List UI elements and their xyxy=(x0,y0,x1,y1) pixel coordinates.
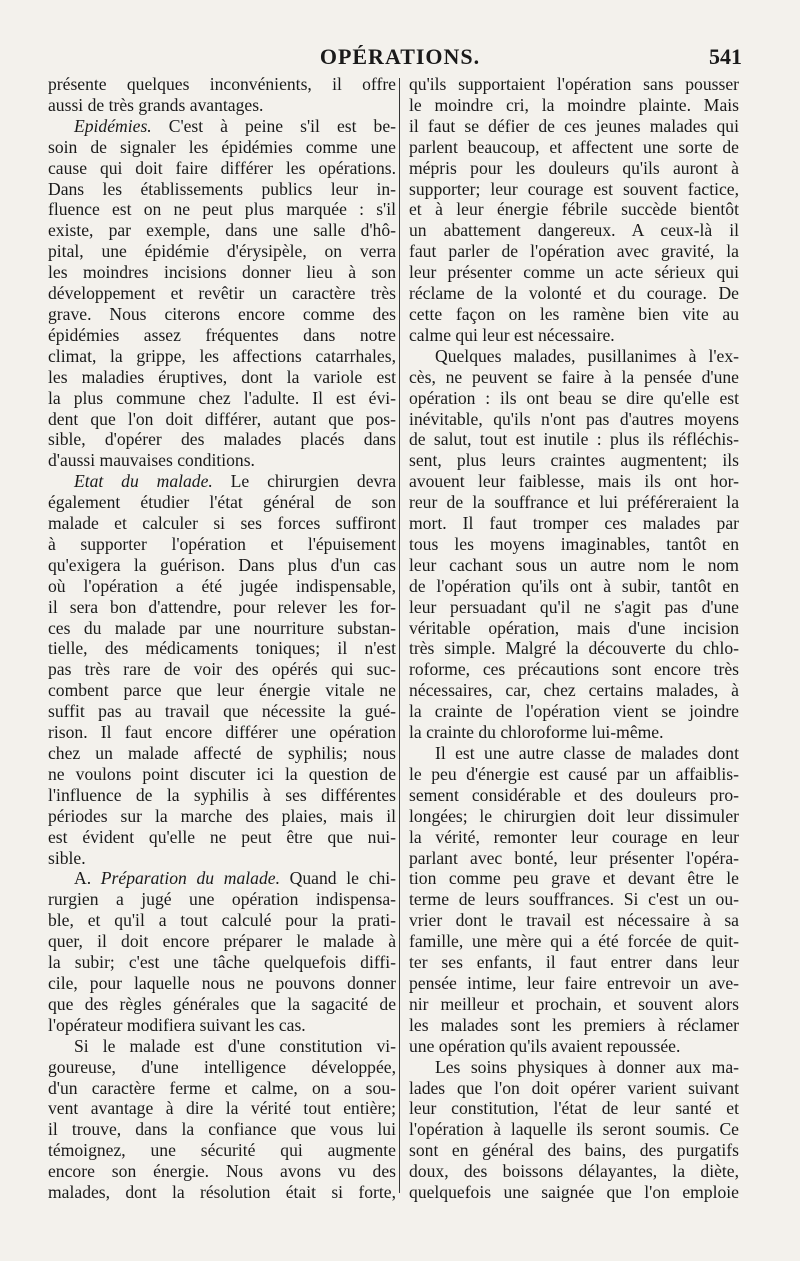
line-text: pensée intime, leur faire entrevoir un ave- xyxy=(409,972,739,993)
text-line xyxy=(48,220,396,241)
line-text: inévitable, qu'ils n'ont pas d'autres moyens xyxy=(409,408,739,429)
line-text: il trouve, dans la confiance que vous lui xyxy=(48,1119,396,1140)
text-line xyxy=(48,304,396,325)
line-text: parlent beaucoup, et affectent une sorte de xyxy=(409,136,739,157)
text-line xyxy=(48,1057,396,1078)
line-text: cause qui doit faire différer les opérations. xyxy=(48,157,396,178)
line-text: et à leur énergie fébrile succède bientôt xyxy=(409,199,739,220)
line-text: d'un caractère ferme et calme, on a sou- xyxy=(48,1077,396,1098)
text-line xyxy=(409,1119,739,1140)
text-line xyxy=(48,409,396,430)
line-text: dent que l'on doit différer, autant que pos- xyxy=(48,408,396,429)
text-line xyxy=(409,199,739,220)
text-line xyxy=(409,513,739,534)
line-text: il faut se défier de ces jeunes malades qui xyxy=(409,115,739,136)
italic-heading: Epidémies. xyxy=(74,115,152,136)
text-line xyxy=(409,806,739,827)
text-line xyxy=(409,116,739,137)
page-header xyxy=(0,44,800,74)
line-text: véritable opération, mais d'une incision xyxy=(409,617,739,638)
text-line xyxy=(48,910,396,931)
line-text: également étudier l'état général de son xyxy=(48,492,396,513)
line-text: mépris pour les douleurs qu'ils auront à xyxy=(409,157,739,178)
line-text: présente quelques inconvénients, il offre xyxy=(48,74,396,94)
text-line xyxy=(409,952,739,973)
line-text: sont en général des bains, des purgatifs xyxy=(409,1140,739,1161)
text-line xyxy=(409,158,739,179)
line-text: ble, et qu'il a tout calculé pour la prati- xyxy=(48,910,396,931)
text-line xyxy=(48,952,396,973)
text-line xyxy=(48,827,396,848)
line-text: rurgien a jugé une opération indispensa- xyxy=(48,889,396,910)
text-line xyxy=(48,1098,396,1119)
line-text: leur constitution, l'état de leur santé et xyxy=(409,1098,739,1119)
line-text: la crainte du chloroforme lui-même. xyxy=(409,722,664,743)
text-line xyxy=(409,220,739,241)
text-line xyxy=(48,1036,396,1057)
text-line xyxy=(48,1015,396,1036)
text-line xyxy=(409,74,739,95)
text-line xyxy=(409,827,739,848)
text-line xyxy=(48,868,396,889)
text-line xyxy=(48,262,396,283)
text-line xyxy=(409,555,739,576)
line-text: vent avantage à dire la vérité tout entière; xyxy=(48,1098,396,1119)
text-line xyxy=(409,910,739,931)
line-text: cette façon on les ramène bien vite au xyxy=(409,303,739,324)
line-text: rison. Il faut encore différer une opération xyxy=(48,722,396,743)
text-line xyxy=(48,346,396,367)
line-text: supporter; leur courage est souvent factice, xyxy=(409,178,739,199)
line-text: sible. xyxy=(48,847,86,868)
text-line xyxy=(409,743,739,764)
line-text: aussi de très grands avantages. xyxy=(48,94,264,115)
line-text: goureuse, d'une intelligence développée, xyxy=(48,1056,396,1077)
text-line xyxy=(48,764,396,785)
line-text: leur présenter comme un acte sérieux qui xyxy=(409,262,739,283)
left-column xyxy=(48,74,396,1203)
text-line xyxy=(409,1078,739,1099)
text-line xyxy=(409,973,739,994)
line-text: calme qui leur est nécessaire. xyxy=(409,324,615,345)
text-line xyxy=(409,576,739,597)
text-line xyxy=(409,1098,739,1119)
text-line xyxy=(48,1078,396,1099)
line-text: il sera bon d'attendre, pour relever les for- xyxy=(48,596,396,617)
text-line xyxy=(48,848,396,869)
text-line xyxy=(48,785,396,806)
text-line xyxy=(48,806,396,827)
text-line xyxy=(409,1015,739,1036)
text-line xyxy=(409,1182,739,1203)
line-text: ter ses enfants, il faut entrer dans leur xyxy=(409,952,739,973)
text-line xyxy=(48,367,396,388)
line-text: nécessaires, car, chez certains malades, à xyxy=(409,680,739,701)
line-text: famille, une mère qui a été forcée de quit- xyxy=(409,931,739,952)
text-line xyxy=(48,973,396,994)
line-text: développement et revêtir un caractère très xyxy=(48,283,396,304)
line-text: leur persuadant qu'il ne s'agit pas d'une xyxy=(409,596,739,617)
line-text: quelquefois une saignée que l'on emploie xyxy=(409,1182,739,1203)
line-text: encore son énergie. Nous avons vu des xyxy=(48,1161,396,1182)
text-line xyxy=(409,1057,739,1078)
line-text: Les soins physiques à donner aux ma- xyxy=(435,1056,739,1077)
text-line xyxy=(48,325,396,346)
text-line xyxy=(48,680,396,701)
line-text: cès, ne peuvent se faire à la pensée d'une xyxy=(409,366,739,387)
text-line xyxy=(48,889,396,910)
text-line xyxy=(409,597,739,618)
line-text: nir meilleur et prochain, et souvent alors xyxy=(409,993,739,1014)
line-text: tielle, des médicaments toniques; il n'est xyxy=(48,638,396,659)
italic-heading: Etat du malade. xyxy=(74,471,213,492)
text-line xyxy=(409,1161,739,1182)
text-line xyxy=(409,429,739,450)
text-line xyxy=(409,868,739,889)
text-line xyxy=(48,743,396,764)
text-line xyxy=(409,680,739,701)
text-line xyxy=(48,450,396,471)
line-text: avouent leur faiblesse, mais ils ont hor- xyxy=(409,471,739,492)
line-text: lades que l'on doit opérer varient suivant xyxy=(409,1077,739,1098)
text-line xyxy=(409,1140,739,1161)
line-text: le peu d'énergie est causé par un affaiblis- xyxy=(409,763,739,784)
text-line xyxy=(48,618,396,639)
text-line xyxy=(409,994,739,1015)
line-text: de salut, tout est inutile : plus ils réfléchis- xyxy=(409,429,739,450)
line-text: qu'exigera la guérison. Dans plus d'un cas xyxy=(48,554,396,575)
line-text: Quelques malades, pusillanimes à l'ex- xyxy=(435,345,739,366)
text-line xyxy=(409,283,739,304)
text-line xyxy=(409,722,739,743)
line-text: fluence est on ne peut plus marquée : s'il xyxy=(48,199,396,220)
line-text: tion comme peu grave et devant être le xyxy=(409,868,739,889)
text-line xyxy=(409,618,739,639)
text-line xyxy=(48,241,396,262)
line-text: l'opérateur modifiera suivant les cas. xyxy=(48,1014,306,1035)
text-line xyxy=(48,137,396,158)
line-text: faut parler de l'opération avec gravité, la xyxy=(409,241,739,262)
line-text: qu'ils supportaient l'opération sans pousser xyxy=(409,74,739,94)
line-text: sement considérable et des douleurs pro- xyxy=(409,784,739,805)
line-text: leur cachant sous un autre nom le nom xyxy=(409,554,739,575)
line-text: l'opération à laquelle ils seront soumis. Ce xyxy=(409,1119,739,1140)
line-text: très simple. Malgré la découverte du chlo- xyxy=(409,638,739,659)
text-line xyxy=(48,701,396,722)
text-line xyxy=(48,116,396,137)
text-line xyxy=(409,764,739,785)
line-text: est évident qu'elle ne peut être que nui- xyxy=(48,826,396,847)
text-line xyxy=(48,1161,396,1182)
line-text: la vérité, remonter leur courage en leur xyxy=(409,826,739,847)
page-number: 541 xyxy=(709,44,742,69)
line-text: soin de signaler les épidémies comme une xyxy=(48,136,396,157)
line-text: sible, d'opérer des malades placés dans xyxy=(48,429,396,450)
text-line xyxy=(409,848,739,869)
text-line xyxy=(48,659,396,680)
line-text: les malades sont les premiers à réclamer xyxy=(409,1014,739,1035)
text-line xyxy=(48,722,396,743)
line-text: reur de la souffrance et lui préféreraient la xyxy=(409,492,739,513)
column-divider xyxy=(399,78,400,1193)
text-line xyxy=(48,555,396,576)
line-text: Dans les établissements publics leur in- xyxy=(48,178,396,199)
line-text: Il est une autre classe de malades dont xyxy=(435,743,739,763)
line-text: malade et calculer si ses forces suffiront xyxy=(48,513,396,534)
line-text: sent, plus leurs craintes augmentent; ils xyxy=(409,450,739,471)
text-line xyxy=(409,659,739,680)
line-text: où l'opération a été jugée indispensable, xyxy=(48,575,396,596)
line-text: pital, une épidémie d'érysipèle, on verra xyxy=(48,241,396,262)
line-text: malades, dont la résolution était si forte, xyxy=(48,1182,396,1203)
line-text: doux, des boissons délayantes, la diète, xyxy=(409,1161,739,1182)
text-line xyxy=(409,137,739,158)
text-line xyxy=(409,889,739,910)
line-text: climat, la grippe, les affections catarrhales, xyxy=(48,345,396,366)
text-line xyxy=(48,179,396,200)
line-text: réclame de la volonté et du courage. De xyxy=(409,283,739,304)
text-line xyxy=(409,95,739,116)
section-marker: A. xyxy=(74,868,101,889)
line-text: longées; le chirurgien doit leur dissimuler xyxy=(409,805,739,826)
text-line xyxy=(48,1182,396,1203)
text-line xyxy=(48,1119,396,1140)
line-text: ne voulons point discuter ici la question de xyxy=(48,763,396,784)
line-text: C'est à peine s'il est be- xyxy=(151,115,396,136)
text-line xyxy=(409,638,739,659)
text-line xyxy=(48,576,396,597)
line-text: les moindres incisions donner lieu à son xyxy=(48,262,396,283)
line-text: opération : ils ont beau se dire qu'elle est xyxy=(409,387,739,408)
line-text: la crainte de l'opération vient se joindre xyxy=(409,701,739,722)
line-text: à supporter l'opération et l'épuisement xyxy=(48,533,396,554)
italic-heading: Préparation du malade. xyxy=(100,868,280,889)
text-line xyxy=(409,325,739,346)
text-line xyxy=(48,429,396,450)
line-text: périodes sur la marche des plaies, mais il xyxy=(48,805,396,826)
text-line xyxy=(48,158,396,179)
text-line xyxy=(409,1036,739,1057)
text-line xyxy=(409,471,739,492)
line-text: existe, par exemple, dans une salle d'hô- xyxy=(48,220,396,241)
line-text: une opération qu'ils avaient repoussée. xyxy=(409,1035,681,1056)
line-text: les maladies éruptives, dont la variole est xyxy=(48,366,396,387)
text-line xyxy=(409,785,739,806)
line-text: le moindre cri, la moindre plainte. Mais xyxy=(409,94,739,115)
line-text: ces du malade par une nourriture substan- xyxy=(48,617,396,638)
text-line xyxy=(409,450,739,471)
text-line xyxy=(48,74,396,95)
line-text: chez un malade affecté de syphilis; nous xyxy=(48,743,396,763)
line-text: combent parce que leur énergie vitale ne xyxy=(48,680,396,701)
text-line xyxy=(409,241,739,262)
text-line xyxy=(409,409,739,430)
line-text: la plus commune chez l'adulte. Il est évi- xyxy=(48,387,396,408)
text-line xyxy=(48,534,396,555)
line-text: de l'opération qu'ils ont à subir, tantôt en xyxy=(409,575,739,596)
text-line xyxy=(48,471,396,492)
text-line xyxy=(409,388,739,409)
line-text: pas très rare de voir des opérés qui suc- xyxy=(48,659,396,680)
line-text: Le chirurgien devra xyxy=(212,471,396,492)
text-line xyxy=(409,492,739,513)
line-text: parlant avec bonté, leur présenter l'opéra- xyxy=(409,847,739,868)
line-text: vrier dont le travail est nécessaire à sa xyxy=(409,910,739,931)
text-line xyxy=(48,931,396,952)
text-line xyxy=(409,346,739,367)
line-text: d'aussi mauvaises conditions. xyxy=(48,450,255,471)
line-text: terme de leurs souffrances. Si c'est un ou- xyxy=(409,889,739,910)
text-line xyxy=(48,513,396,534)
text-line xyxy=(409,931,739,952)
text-line xyxy=(48,199,396,220)
text-line xyxy=(409,304,739,325)
line-text: suffit pas au travail que nécessite la gué- xyxy=(48,701,396,722)
line-text: mort. Il faut tromper ces malades par xyxy=(409,513,739,534)
text-line xyxy=(409,367,739,388)
text-line xyxy=(409,701,739,722)
text-line xyxy=(48,388,396,409)
line-text: tous les moyens imaginables, tantôt en xyxy=(409,533,739,554)
text-line xyxy=(409,534,739,555)
line-text: un abattement dangereux. A ceux-là il xyxy=(409,220,739,241)
text-line xyxy=(48,95,396,116)
text-line xyxy=(48,1140,396,1161)
line-text: quer, il doit encore préparer le malade à xyxy=(48,931,396,952)
line-text: la subir; c'est une tâche quelquefois diffi- xyxy=(48,952,396,973)
text-line xyxy=(48,283,396,304)
line-text: l'influence de la syphilis à ses différentes xyxy=(48,784,396,805)
line-text: cile, pour laquelle nous ne pouvons donner xyxy=(48,972,396,993)
line-text: épidémies assez fréquentes dans notre xyxy=(48,324,396,345)
text-line xyxy=(48,994,396,1015)
text-line xyxy=(409,262,739,283)
line-text: Si le malade est d'une constitution vi- xyxy=(74,1035,396,1056)
right-column xyxy=(409,74,739,1203)
text-line xyxy=(48,492,396,513)
running-title: OPÉRATIONS. xyxy=(319,44,481,69)
line-text: Quand le chi- xyxy=(279,868,396,889)
line-text: que des règles générales que la sagacité de xyxy=(48,993,396,1014)
line-text: roforme, ces précautions sont encore très xyxy=(409,659,739,680)
text-line xyxy=(48,597,396,618)
line-text: grave. Nous citerons encore comme des xyxy=(48,303,396,324)
line-text: témoignez, une sécurité qui augmente xyxy=(48,1140,396,1161)
text-line xyxy=(409,179,739,200)
text-line xyxy=(48,638,396,659)
